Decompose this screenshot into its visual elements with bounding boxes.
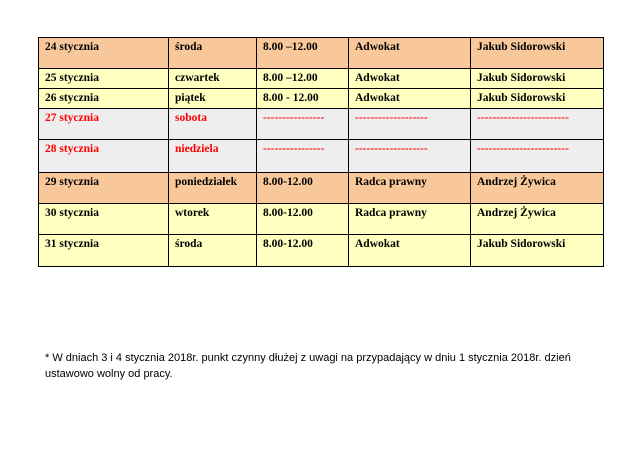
schedule-body	[39, 38, 604, 267]
table-row	[39, 173, 604, 204]
lawyer-name-cell: Jakub Sidorowski	[471, 89, 604, 109]
hours-cell: 8.00-12.00	[257, 235, 349, 267]
hours-cell: 8.00-12.00	[257, 173, 349, 204]
hours-cell: ----------------	[257, 109, 349, 140]
lawyer-type-cell: -------------------	[349, 109, 471, 140]
hours-cell: ----------------	[257, 140, 349, 173]
lawyer-type-cell: Radca prawny	[349, 204, 471, 235]
day-cell: niedziela	[169, 140, 257, 173]
footnote	[45, 350, 585, 382]
lawyer-name-cell: Andrzej Żywica	[471, 204, 604, 235]
day-cell: czwartek	[169, 69, 257, 89]
day-cell: poniedziałek	[169, 173, 257, 204]
day-cell: wtorek	[169, 204, 257, 235]
hours-cell: 8.00 - 12.00	[257, 89, 349, 109]
day-cell: sobota	[169, 109, 257, 140]
lawyer-name-cell: ------------------------	[471, 140, 604, 173]
date-cell: 27 stycznia	[39, 109, 169, 140]
table-row	[39, 38, 604, 69]
date-cell: 25 stycznia	[39, 69, 169, 89]
date-cell: 28 stycznia	[39, 140, 169, 173]
footnote-line-2: ustawowo wolny od pracy.	[45, 368, 173, 380]
day-cell: środa	[169, 235, 257, 267]
table-row	[39, 89, 604, 109]
lawyer-name-cell: Jakub Sidorowski	[471, 69, 604, 89]
day-cell: środa	[169, 38, 257, 69]
table-row	[39, 235, 604, 267]
lawyer-name-cell: ------------------------	[471, 109, 604, 140]
hours-cell: 8.00 –12.00	[257, 38, 349, 69]
lawyer-name-cell: Jakub Sidorowski	[471, 235, 604, 267]
schedule-table	[38, 37, 604, 267]
date-cell: 29 stycznia	[39, 173, 169, 204]
lawyer-type-cell: Radca prawny	[349, 173, 471, 204]
lawyer-name-cell: Andrzej Żywica	[471, 173, 604, 204]
hours-cell: 8.00 –12.00	[257, 69, 349, 89]
lawyer-name-cell: Jakub Sidorowski	[471, 38, 604, 69]
table-row	[39, 140, 604, 173]
table-row	[39, 204, 604, 235]
date-cell: 24 stycznia	[39, 38, 169, 69]
hours-cell: 8.00-12.00	[257, 204, 349, 235]
date-cell: 30 stycznia	[39, 204, 169, 235]
lawyer-type-cell: Adwokat	[349, 38, 471, 69]
day-cell: piątek	[169, 89, 257, 109]
date-cell: 31 stycznia	[39, 235, 169, 267]
lawyer-type-cell: -------------------	[349, 140, 471, 173]
date-cell: 26 stycznia	[39, 89, 169, 109]
lawyer-type-cell: Adwokat	[349, 235, 471, 267]
table-row	[39, 69, 604, 89]
lawyer-type-cell: Adwokat	[349, 69, 471, 89]
footnote-line-1: * W dniach 3 i 4 stycznia 2018r. punkt czynny dłużej z uwagi na przypadający w dniu 1 stycznia 2018r. dzień	[45, 352, 571, 364]
lawyer-type-cell: Adwokat	[349, 89, 471, 109]
table-row	[39, 109, 604, 140]
